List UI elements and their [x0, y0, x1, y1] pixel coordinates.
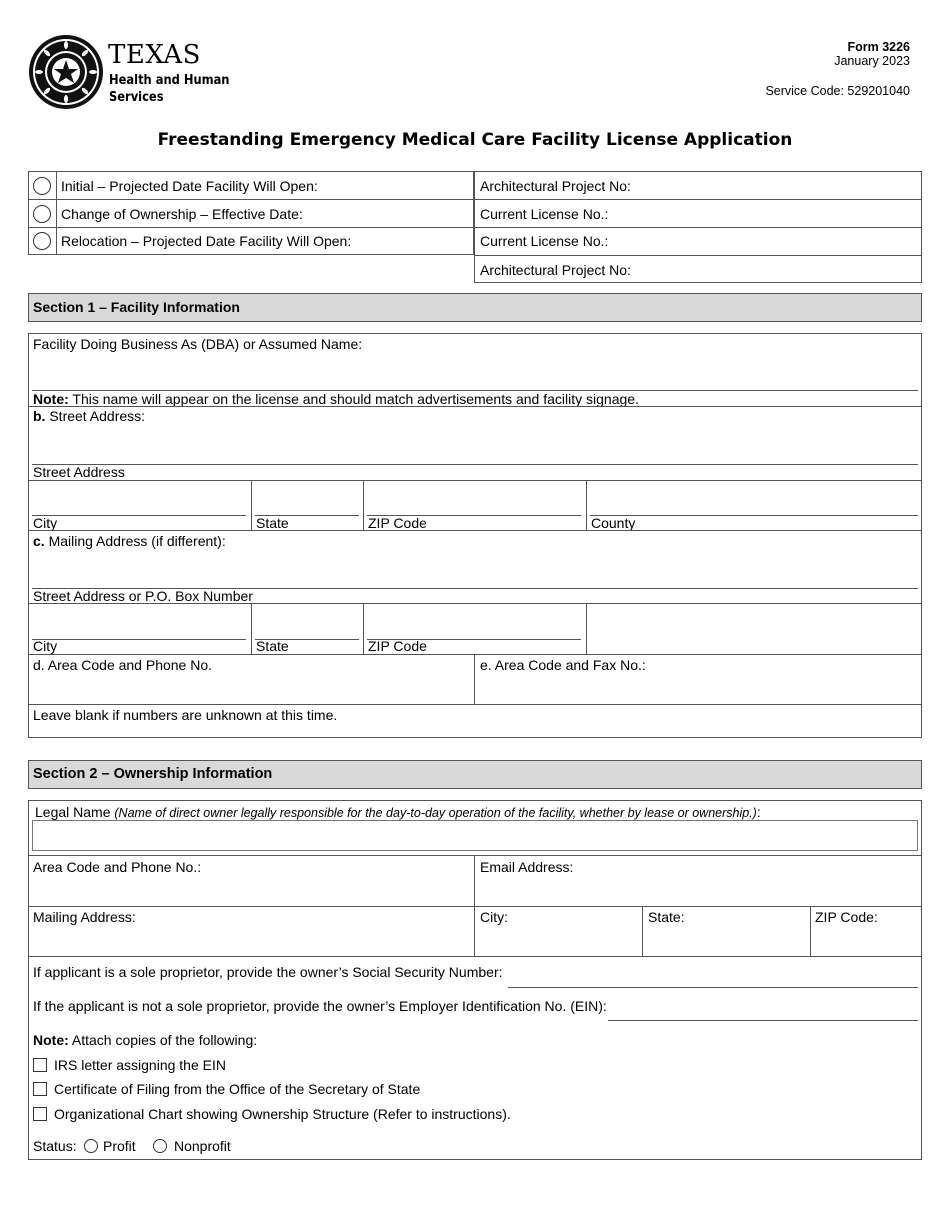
- status-profit-label: Profit: [103, 1138, 136, 1154]
- form-number: Form 3226: [847, 40, 910, 54]
- mailing-letter: c.: [33, 533, 45, 549]
- logo-line2: Services: [109, 89, 164, 105]
- option-initial-label: Initial – Projected Date Facility Will Open:: [61, 178, 318, 194]
- attachment-certificate-of-filing: Certificate of Filing from the Office of the Secretary of State: [54, 1081, 421, 1097]
- architectural-project-label: Architectural Project No:: [480, 178, 631, 194]
- phone-label: d. Area Code and Phone No.: [33, 657, 213, 673]
- street-label: [33, 408, 145, 424]
- texas-seal-icon: [28, 34, 104, 110]
- checkbox-org-chart[interactable]: [33, 1107, 47, 1121]
- checkbox-certificate-of-filing[interactable]: [33, 1082, 47, 1096]
- city-input-line[interactable]: [32, 515, 246, 516]
- street-input-line[interactable]: [32, 464, 918, 465]
- dba-note: [33, 391, 639, 407]
- logo-subtitle: [109, 72, 229, 106]
- radio-initial[interactable]: [33, 177, 51, 195]
- street-label-text: Street Address:: [45, 408, 146, 424]
- attach-note: [33, 1032, 257, 1048]
- owner-email-label: Email Address:: [480, 859, 574, 875]
- radio-relocation[interactable]: [33, 232, 51, 250]
- owner-mailing-label: Mailing Address:: [33, 909, 136, 925]
- county-caption: County: [591, 515, 636, 531]
- dba-note-bold: Note:: [33, 391, 69, 407]
- section1-heading: Section 1 – Facility Information: [33, 299, 240, 315]
- blank-numbers-note: Leave blank if numbers are unknown at this time.: [33, 707, 338, 723]
- logo-line1: Health and Human: [109, 72, 230, 88]
- street-address-caption: Street Address: [33, 464, 125, 480]
- current-license-label: Current License No.:: [480, 206, 609, 222]
- owner-phone-label: Area Code and Phone No.:: [33, 859, 202, 875]
- option-relocation-label: Relocation – Projected Date Facility Will Open:: [61, 233, 352, 249]
- city-caption: City: [33, 515, 58, 531]
- attach-note-bold: Note:: [33, 1032, 69, 1048]
- zip-caption: ZIP Code: [368, 515, 427, 531]
- mailing-zip-caption: ZIP Code: [368, 638, 427, 654]
- street-letter: b.: [33, 408, 46, 424]
- option-change-of-ownership-label: Change of Ownership – Effective Date:: [61, 206, 303, 222]
- fax-label: e. Area Code and Fax No.:: [480, 657, 646, 673]
- mailing-label-text: Mailing Address (if different):: [44, 533, 226, 549]
- legal-name-input[interactable]: [32, 820, 918, 851]
- state-caption: State: [256, 515, 289, 531]
- logo-texas-text: TEXAS: [108, 40, 201, 70]
- radio-status-profit[interactable]: [84, 1139, 98, 1153]
- attach-note-text: Attach copies of the following:: [68, 1032, 258, 1048]
- legal-name-hint: (Name of direct owner legally responsible for the day-to-day operation of the facility, whether by lease or ownership.): [114, 806, 757, 820]
- dba-label: Facility Doing Business As (DBA) or Assumed Name:: [33, 336, 363, 352]
- ein-input-line[interactable]: [608, 1020, 918, 1021]
- legal-name-label: [35, 804, 761, 821]
- form-date: January 2023: [834, 54, 910, 68]
- mailing-label: [33, 533, 226, 549]
- current-license-label-2: Current License No.:: [480, 233, 609, 249]
- status-nonprofit-label: Nonprofit: [174, 1138, 231, 1154]
- architectural-project-label-2: Architectural Project No:: [480, 262, 631, 278]
- attachment-irs-letter: IRS letter assigning the EIN: [54, 1057, 226, 1073]
- legal-name-label-text: Legal Name: [35, 804, 115, 820]
- radio-change-of-ownership[interactable]: [33, 205, 51, 223]
- mailing-city-caption: City: [33, 638, 58, 654]
- county-input-line[interactable]: [590, 515, 918, 516]
- section2-heading: Section 2 – Ownership Information: [33, 766, 273, 782]
- status-label: Status:: [33, 1138, 77, 1154]
- service-code: Service Code: 529201040: [765, 84, 910, 98]
- ssn-label: If applicant is a sole proprietor, provide the owner’s Social Security Number:: [33, 964, 503, 980]
- hhs-logo: [28, 34, 228, 112]
- dba-note-text: This name will appear on the license and should match advertisements and facility signage.: [68, 391, 639, 407]
- mailing-state-caption: State: [256, 638, 289, 654]
- legal-name-colon: :: [756, 804, 761, 820]
- ein-label: If the applicant is not a sole proprietor, provide the owner’s Employer Identification No. (EIN):: [33, 998, 607, 1014]
- ssn-input-line[interactable]: [508, 987, 918, 988]
- owner-zip-label: ZIP Code:: [815, 909, 878, 925]
- page-title: Freestanding Emergency Medical Care Facility License Application: [157, 130, 793, 150]
- mailing-street-caption: Street Address or P.O. Box Number: [33, 588, 253, 604]
- owner-city-label: City:: [480, 909, 508, 925]
- checkbox-irs-letter[interactable]: [33, 1058, 47, 1072]
- mailing-city-input-line[interactable]: [32, 639, 246, 640]
- owner-state-label: State:: [648, 909, 685, 925]
- form-number-block: [834, 40, 910, 68]
- attachment-org-chart: Organizational Chart showing Ownership Structure (Refer to instructions).: [54, 1106, 511, 1122]
- radio-status-nonprofit[interactable]: [153, 1139, 167, 1153]
